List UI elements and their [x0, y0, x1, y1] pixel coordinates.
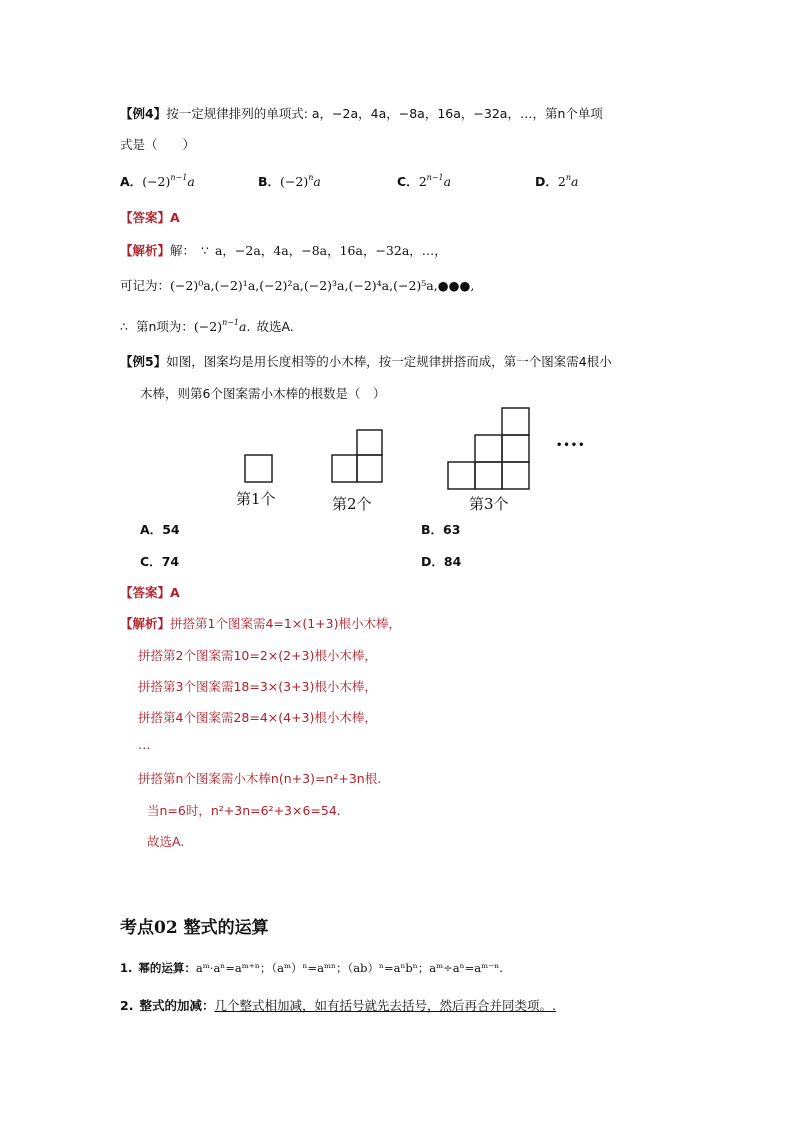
ex4-question-line2: 式是（ ） [120, 137, 196, 152]
ex4-question-text: 按一定规律排列的单项式: a，−2a，4a，−8a，16a，−32a，…，第n个单项 [166, 106, 603, 121]
ex4-analysis-line2: 可记为：(−2)⁰a,(−2)¹a,(−2)²a,(−2)³a,(−2)⁴a,(−2)⁵a,●●●, [120, 278, 475, 293]
stick-pattern-figure [230, 405, 590, 515]
pattern1-square [245, 455, 272, 482]
ex4-question-line1 [120, 104, 603, 122]
ex5-analysis-general: 拼搭第n个图案需小木棒n(n+3)=n²+3n根. [138, 771, 382, 786]
ex4-option-d: D．2$^n$a [535, 173, 579, 189]
ex5-answer: 【答案】A [120, 585, 180, 600]
ex5-analysis-substitute: 当n=6时，n²+3n=6²+3×6=54. [147, 803, 341, 818]
ex5-tag: 【例5】 [120, 354, 167, 369]
figure-label-2: 第2个 [332, 495, 372, 513]
pattern2-squares [332, 430, 382, 482]
ex5-question-text: 如图，图案均是用长度相等的小木棒，按一定规律拼搭而成，第一个图案需4根小 [166, 354, 612, 369]
ex4-option-c: C．$2^{n-1}a$ [397, 173, 452, 189]
ex5-option-d: D．84 [421, 554, 462, 569]
section-title: 考点02 整式的运算 [120, 918, 269, 938]
ex4-analysis-line3: ∴ 第n项为：$(-2)^{n-1}a$. 故选A. [120, 318, 294, 334]
ex4-option-a: A．$(-2)^{n-1}a$ [120, 173, 195, 189]
figure-label-3: 第3个 [469, 495, 509, 513]
ex5-option-c: C．74 [140, 554, 180, 569]
section-item1: 1. 幂的运算：aᵐ·aⁿ=aᵐ⁺ⁿ；（aᵐ）ⁿ=aᵐⁿ；（ab）ⁿ=aⁿbⁿ；aᵐ÷aⁿ=aᵐ⁻ⁿ. [120, 961, 503, 975]
figure-ellipsis: •••• [556, 440, 586, 451]
figure-label-1: 第1个 [236, 490, 276, 508]
ex5-analysis-step1: 【解析】拼搭第1个图案需4=1×(1+3)根小木棒， [120, 616, 401, 631]
ex4-analysis-line1: 【解析】解： ∵ a，−2a，4a，−8a，16a，−32a，…， [120, 243, 447, 258]
ex5-option-a: A．54 [140, 522, 180, 537]
ex5-analysis-ellipsis: … [138, 737, 151, 752]
ex4-answer: 【答案】A [120, 210, 180, 225]
section-item2: 2. 整式的加减：几个整式相加减，如有括号就先去括号，然后再合并同类项。. [120, 998, 556, 1013]
ex5-question-line2: 木棒，则第6个图案需小木棒的根数是（ ） [140, 386, 386, 401]
ex5-analysis-step4: 拼搭第4个图案需28=4×(4+3)根小木棒， [138, 710, 377, 725]
ex5-option-b: B．63 [421, 522, 461, 537]
ex5-question-line1 [120, 352, 612, 370]
ex5-analysis-step3: 拼搭第3个图案需18=3×(3+3)根小木棒， [138, 679, 377, 694]
ex5-analysis-choice: 故选A. [147, 834, 185, 849]
ex4-tag: 【例4】 [120, 106, 167, 121]
pattern3-squares [448, 408, 529, 489]
ex4-option-b: B．$(-2)^na$ [258, 173, 321, 189]
ex5-analysis-step2: 拼搭第2个图案需10=2×(2+3)根小木棒， [138, 648, 377, 663]
